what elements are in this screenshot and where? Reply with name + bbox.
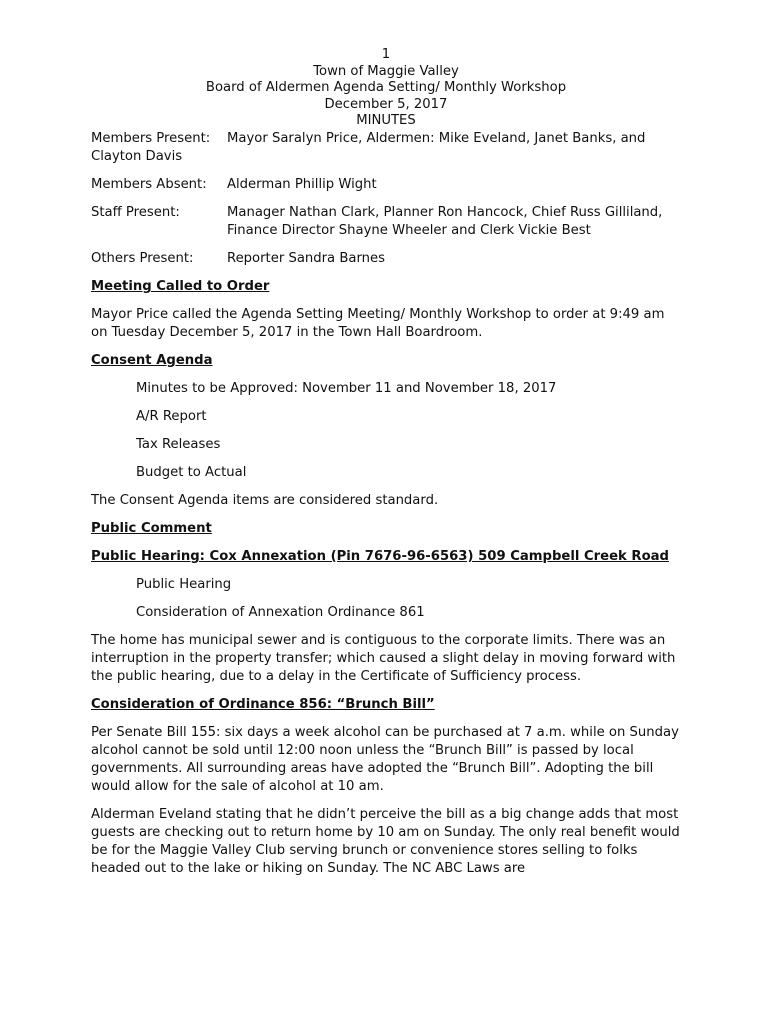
public-hearing-text: The home has municipal sewer and is contiguous to the corporate limits. There was an interruption in the property transfer; which caused a slight delay in moving forward with the public hearing, due to a delay in the Certificate of Sufficiency process.	[91, 632, 676, 684]
town-name: Town of Maggie Valley	[313, 63, 459, 79]
document-header	[91, 0, 681, 130]
public-comment-heading: Public Comment	[91, 520, 212, 536]
document-page	[91, 0, 681, 878]
ordinance-text-1: Per Senate Bill 155: six days a week alcohol can be purchased at 7 a.m. while on Sunday alcohol cannot be sold until 12:00 noon unless the “Brunch Bill” is passed by local governments. All surrounding areas have adopted the “Brunch Bill”. Adopting the bill would allow for the sale of alcohol at 10 am.	[91, 724, 679, 794]
staff-present-label: Staff Present:	[91, 204, 180, 220]
staff-present-value: Manager Nathan Clark, Planner Ron Hancock, Chief Russ Gilliland, Finance Director Shayne Wheeler and Clerk Vickie Best	[227, 204, 663, 238]
page-number: 1	[381, 47, 391, 62]
members-absent-label: Members Absent:	[91, 176, 207, 192]
others-present-label: Others Present:	[91, 250, 194, 266]
others-present-value: Reporter Sandra Barnes	[227, 250, 385, 266]
consent-item: A/R Report	[136, 408, 207, 424]
meeting-date: December 5, 2017	[324, 96, 448, 112]
others-present-row	[91, 250, 681, 268]
ordinance-text-2: Alderman Eveland stating that he didn’t perceive the bill as a big change adds that most guests are checking out to return home by 10 am on Sunday. The only real benefit would be for the Maggie Valley Club serving brunch or convenience stores selling to folks headed out to the lake or hiking on Sunday. The NC ABC Laws are	[91, 806, 680, 876]
call-to-order-text: Mayor Price called the Agenda Setting Meeting/ Monthly Workshop to order at 9:49 am on Tuesday December 5, 2017 in the Town Hall Boardroom.	[91, 306, 665, 340]
call-to-order-heading: Meeting Called to Order	[91, 278, 270, 294]
document-type: MINUTES	[356, 113, 416, 129]
members-absent-value: Alderman Phillip Wight	[227, 176, 377, 192]
meeting-title: Board of Aldermen Agenda Setting/ Monthly Workshop	[205, 80, 567, 96]
consent-agenda-heading: Consent Agenda	[91, 352, 213, 368]
members-present-value: Mayor Saralyn Price, Aldermen: Mike Eveland, Janet Banks, and Clayton Davis	[91, 130, 646, 164]
ordinance-heading: Consideration of Ordinance 856: “Brunch Bill”	[91, 696, 435, 712]
consent-item: Tax Releases	[136, 436, 221, 452]
consent-item: Minutes to be Approved: November 11 and November 18, 2017	[136, 380, 557, 396]
consent-item: Budget to Actual	[136, 464, 247, 480]
members-present-row	[91, 130, 681, 166]
hearing-item: Public Hearing	[136, 576, 232, 592]
members-present-label: Members Present:	[91, 130, 211, 146]
staff-present-row	[91, 204, 681, 240]
members-absent-row	[91, 176, 681, 194]
public-hearing-heading: Public Hearing: Cox Annexation (Pin 7676-96-6563) 509 Campbell Creek Road	[91, 548, 669, 564]
hearing-item: Consideration of Annexation Ordinance 861	[136, 604, 425, 620]
consent-agenda-text: The Consent Agenda items are considered standard.	[91, 492, 439, 508]
